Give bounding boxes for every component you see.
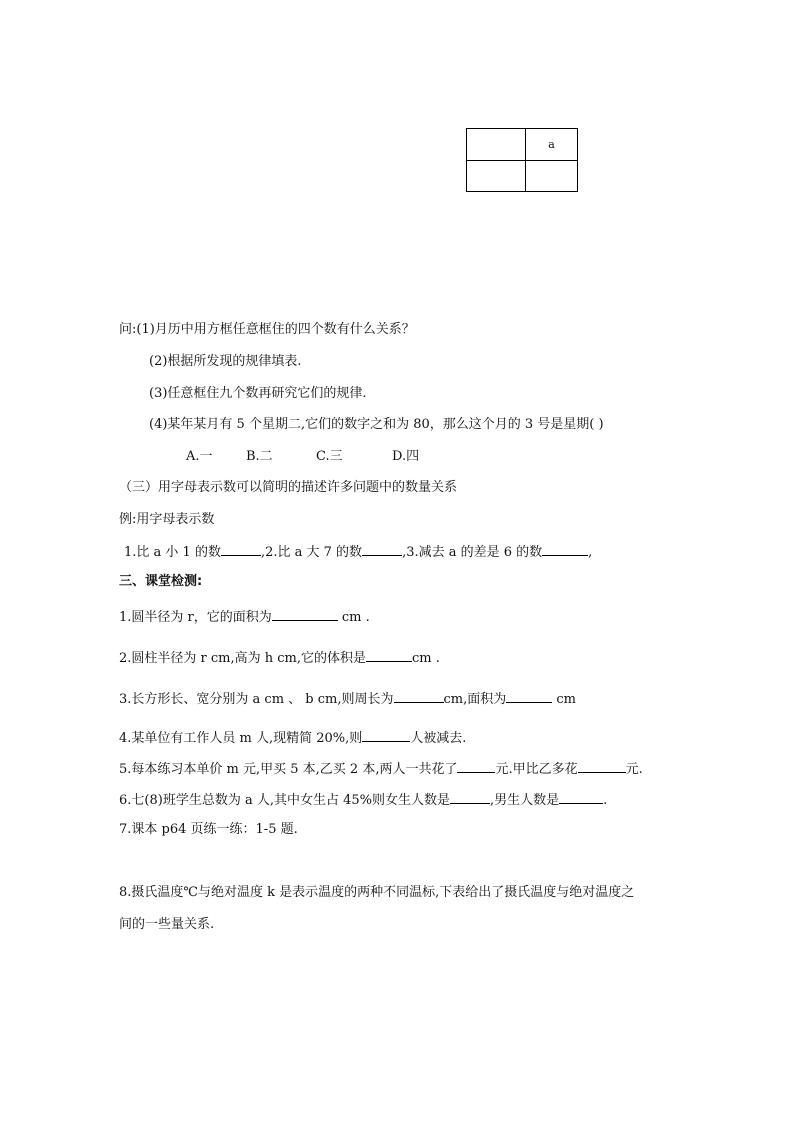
classroom-check-heading: 三、课堂检测: — [119, 574, 203, 589]
answer-blank[interactable] — [450, 791, 490, 804]
item-1-unit: cm . — [341, 610, 370, 625]
question-4: (4)某年某月有 5 个星期二,它们的数字之和为 80，那么这个月的 3 号是星期( ) — [149, 417, 604, 432]
item-6-text-c: . — [603, 793, 608, 808]
example-end: , — [588, 545, 593, 560]
answer-blank[interactable] — [362, 729, 410, 742]
answer-blank[interactable] — [394, 690, 444, 703]
calendar-cell: a — [526, 129, 577, 161]
answer-blank[interactable] — [457, 760, 495, 773]
check-item-8-line-1: 8.摄氏温度℃与绝对温度 k 是表示温度的两种不同温标,下表给出了摄氏温度与绝对温度之 — [119, 885, 635, 900]
item-5-text-b: 元.甲比乙多花 — [495, 762, 578, 777]
answer-blank[interactable] — [542, 543, 588, 556]
answer-blank[interactable] — [578, 760, 626, 773]
check-item-7: 7.课本 p64 页练一练：1-5 题. — [119, 822, 298, 837]
example-label: 例:用字母表示数 — [119, 512, 215, 527]
item-4-text-b: 人被减去. — [410, 731, 467, 746]
question-1-text: (1)月历中用方框任意框住的四个数有什么关系？ — [136, 322, 415, 337]
item-5-text: 5.每本练习本单价 m 元,甲买 5 本,乙买 2 本,两人一共花了 — [119, 762, 458, 777]
check-item-8-line-2: 间的一些量关系. — [119, 917, 215, 932]
option-b: B.二 — [246, 449, 273, 464]
answer-blank[interactable] — [221, 543, 261, 556]
answer-blank[interactable] — [272, 608, 338, 621]
calendar-cell — [526, 161, 577, 191]
check-item-3 — [119, 690, 576, 708]
example-1: 1.比 a 小 1 的数 — [124, 545, 221, 560]
item-4-text: 4.某单位有工作人员 m 人,现精简 20%,则 — [119, 731, 363, 746]
item-2-unit: cm . — [412, 651, 440, 666]
section-3-heading: （三）用字母表示数可以简明的描述许多问题中的数量关系 — [119, 480, 458, 495]
item-6-text-b: ,男生人数是 — [490, 793, 560, 808]
answer-blank[interactable] — [559, 791, 603, 804]
check-item-5 — [119, 760, 643, 778]
item-2-text: 2.圆柱半径为 r cm,高为 h cm,它的体积是 — [119, 651, 367, 666]
answer-blank[interactable] — [362, 543, 402, 556]
calendar-cell — [467, 161, 526, 191]
question-1 — [119, 322, 415, 338]
check-item-1 — [119, 608, 370, 626]
question-2: (2)根据所发现的规律填表. — [149, 354, 302, 369]
check-item-4 — [119, 729, 466, 747]
item-3-unit: cm — [556, 692, 576, 707]
item-5-text-c: 元. — [625, 762, 643, 777]
option-a: A.一 — [186, 449, 213, 464]
calendar-box-table — [466, 128, 578, 192]
calendar-cell — [467, 129, 526, 161]
example-line — [124, 543, 592, 561]
item-3-text-b: cm,面积为 — [443, 692, 507, 707]
question-3: (3)任意框住九个数再研究它们的规律. — [149, 386, 367, 401]
answer-blank[interactable] — [506, 690, 552, 703]
check-item-2 — [119, 649, 440, 667]
example-3: ,3.减去 a 的差是 6 的数 — [402, 545, 543, 560]
example-2: ,2.比 a 大 7 的数 — [260, 545, 363, 560]
option-d: D.四 — [392, 449, 420, 464]
item-1-text: 1.圆半径为 r，它的面积为 — [119, 610, 272, 625]
check-item-6 — [119, 791, 607, 809]
item-6-text: 6.七(8)班学生总数为 a 人,其中女生占 45%则女生人数是 — [119, 793, 450, 808]
answer-blank[interactable] — [366, 649, 412, 662]
option-c: C.三 — [316, 449, 343, 464]
question-intro: 问: — [119, 322, 137, 337]
item-3-text: 3.长方形长、宽分别为 a cm 、 b cm,则周长为 — [119, 692, 394, 707]
